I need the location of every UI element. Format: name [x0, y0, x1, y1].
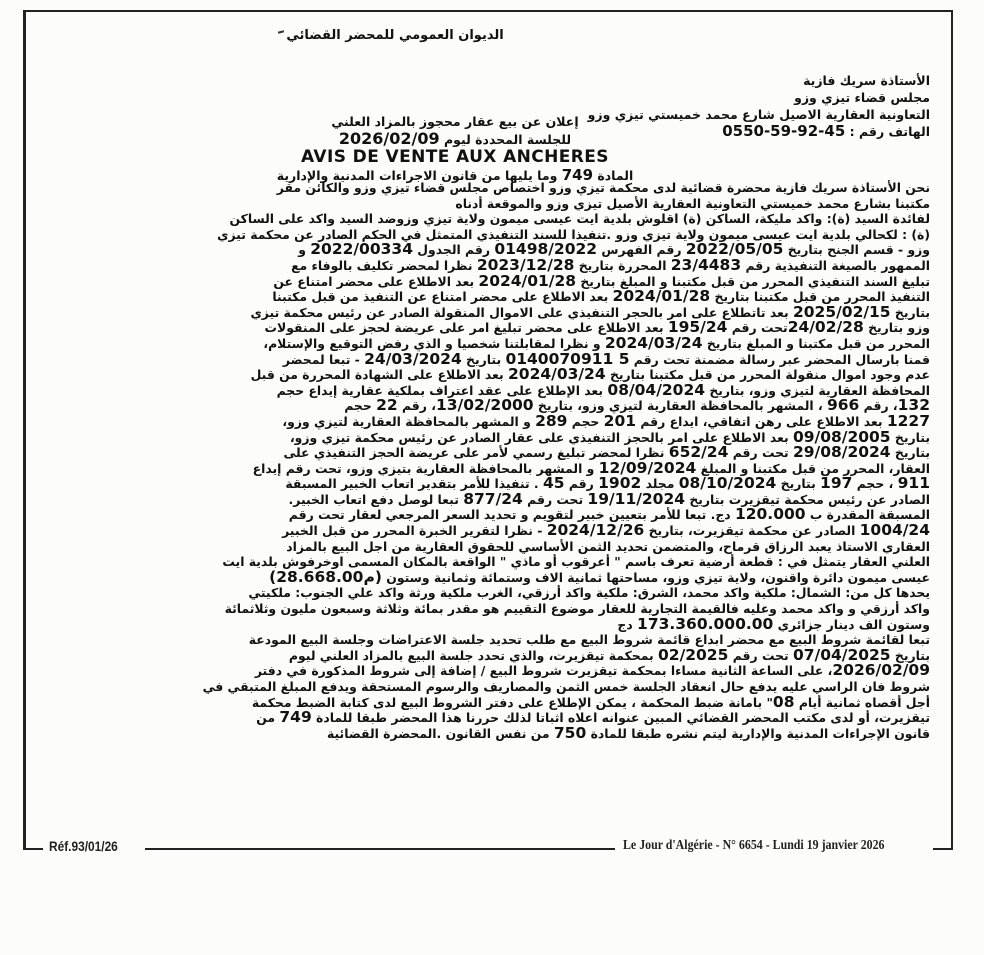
bold-figure: 197 — [820, 476, 853, 492]
announcement-subtitle: إعلان عن بيع عقار محجوز بالمزاد العلني — [331, 114, 579, 129]
bold-figure: 19/11/2024 — [587, 491, 686, 508]
article-prefix: المادة — [597, 168, 634, 183]
body-text-segment: من نفس القانون .المحضرة القضائية — [326, 725, 554, 741]
bold-figure: 08 — [772, 694, 795, 711]
body-line — [30, 648, 930, 664]
footer-rule — [145, 848, 615, 850]
body-line — [30, 242, 930, 258]
bold-figure: 173.360.000.00 — [637, 616, 774, 633]
body-line — [30, 570, 930, 586]
bold-figure: 45 — [542, 476, 565, 492]
footer-rule — [23, 848, 43, 850]
body-text-segment: قمنا بارسال المحضر عبر رسالة مضمنة تحت رقم — [629, 351, 930, 367]
body-line — [30, 352, 930, 368]
body-text-segment: بتاريخ — [461, 351, 506, 367]
body-text-segment: و المشهر بالمحافظة العقارية بتيزي وزو، تحت رقم إيداع — [252, 460, 599, 476]
bold-figure: 01498/2022 — [494, 242, 598, 258]
bold-figure: 2024/12/26 — [546, 523, 645, 539]
body-text-segment: عيسى ميمون دائرة واقنون، ولاية تيزي وزو، مساحتها ثمانية الاف وستمائة وثمانية وستون — [381, 569, 930, 585]
body-line — [30, 211, 930, 227]
bold-figure: 0140070911 5 — [505, 351, 630, 368]
body-text-segment: حجم — [344, 398, 377, 414]
body-text-segment: - نظرا لتقرير الخبرة المحرر من قبل الخبير — [282, 523, 547, 539]
body-line — [30, 305, 930, 321]
body-line — [30, 710, 930, 726]
bold-figure: 2024/01/28 — [612, 289, 711, 305]
announcement-heading — [30, 114, 930, 184]
body-text-segment: ، المشهر بالمحافظة العقارية لتيزي وزو، بتاريخ — [533, 398, 827, 414]
bold-figure: 750 — [553, 725, 587, 742]
body-text-segment: بعد الإطلاع على عقد اعتراف بملكية عقارية إيداع حجم — [276, 382, 608, 398]
bold-figure: 1004/24 — [859, 523, 930, 539]
session-label: للجلسة المحددة ليوم — [444, 132, 572, 147]
body-text-segment: تحت رقم — [727, 320, 788, 336]
body-text-segment: مجلد — [641, 476, 679, 492]
body-line — [30, 289, 930, 305]
body-text-segment: بعد الاطلاع على محضر امتناع عن — [273, 273, 479, 289]
body-text-segment: - تبعا لمحضر — [282, 351, 365, 367]
bold-figure: 749 — [279, 710, 312, 726]
body-text-segment: بتاريخ — [890, 304, 930, 320]
footer-rule — [933, 848, 953, 850]
body-text-segment: واكد أرزقي و واكد محمد وعليه فالقيمة التجارية للعقار موضوع التقييم هو مقدر بمائة وثلاثة وسبعون مليون وثلاثمائة — [224, 601, 930, 617]
body-text-segment: بتاريخ — [890, 647, 930, 663]
body-text-segment: الممهور بالصيغة التنفيذية رقم — [741, 257, 930, 273]
body-text-segment: " بامانة ضبط المحكمة ، يمكن الإطلاع على دفتر الشروط البيع لدى كتابة الضبط محكمة — [251, 694, 773, 710]
body-line — [30, 632, 930, 648]
body-line — [30, 523, 930, 539]
body-line — [30, 695, 930, 711]
notice-body — [30, 180, 930, 741]
footer — [23, 838, 953, 858]
body-text-segment: . تنفيذا للأمر بتقدير اتعاب الخبير المسبقة — [285, 476, 543, 492]
bold-figure: 132 — [897, 398, 930, 414]
bold-figure: 24/03/2024 — [364, 351, 462, 368]
bold-figure: 23/4483 — [670, 257, 742, 274]
bold-figure: 652/24 — [668, 445, 729, 461]
body-text-segment: تبعا لوصل دفع اتعاب الخبير. — [288, 491, 464, 507]
french-title: AVIS DE VENTE AUX ANCHERES — [301, 147, 609, 167]
body-text-segment: دج — [617, 616, 638, 632]
body-text-segment: يحدها كل من: الشمال: ملكية واكد محمد، الشرق: ملكية واكد أرزقي، الغرب ملكية ورثة واكد علي الجنوب: ملكيتي — [248, 585, 930, 601]
footer-border-right — [951, 838, 953, 850]
office-title: الديوان العمومي للمحضر القضائي — [286, 28, 504, 43]
body-line — [30, 585, 930, 601]
phone-label: الهاتف رقم : — [849, 124, 930, 139]
session-line — [30, 130, 880, 148]
body-text-segment: ، على الساعة الثانية مساءا بمحكمة تيقزيرت شروط البيع / إضافة إلى شروط المذكورة في دفتر — [254, 663, 833, 679]
body-line — [30, 476, 930, 492]
body-line — [30, 663, 930, 679]
bold-figure: (2م8.668.00) — [269, 569, 382, 586]
body-line — [30, 726, 930, 742]
bold-figure: 02/2025 — [658, 647, 729, 664]
bold-figure: 2022/00334 — [310, 242, 413, 258]
body-line — [30, 492, 930, 508]
body-text-segment: بعد تاتطلاع على امر بالحجر التنفيذي على الاموال المنقولة الصادر عن رئيس محكمة تيزي — [250, 304, 793, 320]
body-text-segment: وزو - قسم الجنح بتاريخ — [783, 242, 930, 258]
body-text-segment: رقم الجدول — [412, 242, 495, 258]
body-text-segment: لفائدة السيد (ة): واكد مليكة، الساكن (ة) اقلوش بلدية ايت عيسى ميمون ولاية تيزي وزوضد السيد واكد على الساكن — [229, 211, 930, 227]
body-text-segment: بعد الاطلاع على رهن اتفاقي، ايداع رقم — [636, 413, 887, 429]
body-line — [30, 601, 930, 617]
court-name: مجلس قضاء تيزي وزو — [794, 90, 930, 105]
body-text-segment: و المشهر بالمحافظة العقارية لتيزي وزو، — [282, 413, 536, 429]
body-text-segment: عدم وجود اموال منقولة المحرر من قبل مكتبنا بتاريخ — [605, 367, 930, 383]
body-text-segment: بتاريخ — [776, 476, 821, 492]
body-text-segment: تحت رقم — [522, 491, 588, 507]
phone-number: 0550-59-92-45 — [722, 122, 846, 140]
bold-figure: 195/24 — [667, 320, 728, 336]
body-text-segment: العقار، المحرر من قبل مكتبنا و المبلغ — [696, 460, 930, 476]
body-text-segment: ، رقم — [859, 398, 898, 414]
body-line — [30, 617, 930, 633]
body-text-segment: بتاريخ — [890, 429, 930, 445]
body-line — [30, 554, 930, 570]
reference-number: Réf.93/01/26 — [49, 838, 118, 854]
bold-figure: 289 — [535, 413, 568, 430]
body-text-segment: رقم الفهرس — [597, 242, 686, 258]
body-line — [30, 196, 930, 212]
body-text-segment: قانون الإجراءات المدنية والإدارية ليتم نشره طبقا للمادة — [586, 725, 930, 741]
bold-figure: 09/08/2005 — [792, 429, 891, 446]
bold-figure: 13/02/2000 — [435, 398, 534, 414]
article-suffix: وما يليها من قانون الاجراءات المدنية والإدارية — [276, 168, 558, 183]
bold-figure: 2024/01/28 — [478, 273, 577, 290]
body-text-segment: دج. تبعا للأمر بتعيين خبير لتقويم و تحديد السعر المرجعي لعقار تحت رقم — [288, 507, 735, 523]
body-text-segment: المحررة بتاريخ — [574, 257, 671, 273]
body-line — [30, 180, 930, 196]
bold-figure: 2026/02/09 — [832, 663, 930, 679]
body-line — [30, 461, 930, 477]
body-text-segment: شروط فان الراسي عليه يدفع حال انعقاد الجلسة خمس الثمن والمصاريف والرسوم المستحقة ويدفع المبلغ المتبقي في — [202, 679, 930, 694]
body-line — [30, 445, 930, 461]
newspaper-info: Le Jour d'Algérie - N° 6654 - Lundi 19 janvier 2026 — [623, 838, 885, 853]
body-text-segment: وزو بتاريخ — [863, 320, 930, 336]
bold-figure: 22 — [376, 398, 398, 414]
body-line — [30, 227, 930, 243]
body-text-segment: المحرر من قبل مكتبنا و المبلغ بتاريخ — [702, 335, 930, 351]
article-number: 749 — [561, 166, 594, 184]
body-line — [30, 383, 930, 399]
body-text-segment: حجم — [567, 413, 604, 429]
bold-figure: 08/04/2024 — [607, 382, 706, 399]
body-text-segment: بعد الاطلاع على محضر امتناع عن التنفيذ من قبل مكتبنا — [272, 289, 613, 305]
body-text-segment: المسبقة المقدرة ب — [805, 507, 930, 523]
bold-figure: 2024/03/24 — [508, 367, 606, 383]
body-text-segment: وستون الف دينار جزائري — [773, 616, 930, 632]
body-text-segment: العلني العقار يتمثل في : قطعة أرضية تعرف باسم " أعرقوب أو ماذي " الواقعة بالمكان المسمى اوخرفوش بلدية ايت — [222, 554, 930, 570]
body-text-segment: الصادر عن رئيس محكمة تيقزيرت بتاريخ — [685, 491, 930, 507]
bold-figure: 120.000 — [734, 507, 806, 524]
body-line — [30, 414, 930, 430]
body-text-segment: تبليغ السند التنفيذي المحرر من قبل مكتبنا و المبلغ بتاريخ — [576, 273, 930, 289]
bold-figure: 201 — [603, 413, 637, 430]
bold-figure: 2025/02/15 — [792, 304, 891, 321]
body-text-segment: نظرا لمحضر تبليغ رسمي لأمر على عريضة الحجز التنفيذي على — [283, 445, 669, 461]
bold-figure: 877/24 — [463, 491, 523, 508]
body-text-segment: ، رقم — [397, 398, 436, 414]
body-text-segment: مكتبنا بشارع محمد خميستي التعاونية العقارية الأصيل تيزي وزو والموقعة أدناه — [455, 195, 930, 211]
bold-figure: 2024/03/24 — [604, 335, 703, 352]
bold-figure: 08/10/2024 — [678, 476, 777, 492]
body-line — [30, 507, 930, 523]
body-text-segment: أجل أقصاه ثمانية أيام — [794, 694, 930, 710]
body-text-segment: ، حجم — [852, 476, 898, 492]
bold-figure: 12/09/2024 — [598, 460, 697, 477]
session-date: 2026/02/09 — [338, 129, 440, 148]
bold-figure: 2022/05/05 — [685, 242, 784, 258]
bold-figure: 07/04/2025 — [792, 647, 891, 664]
body-line — [30, 258, 930, 274]
body-text-segment: نظرا لمحضر تكليف بالوفاء مع — [291, 257, 477, 273]
bold-figure: 911 — [897, 476, 930, 492]
bold-figure: 1227 — [886, 413, 930, 430]
bold-figure: 1902 — [598, 476, 642, 492]
body-text-segment: بمحكمة تيقزيرت، والذي تحدد جلسة البيع بالمزاد العلني ليوم — [288, 647, 658, 663]
body-text-segment: نحن الأستاذة سريك فازية محضرة قضائية لدى محكمة تيزي وزو اختصاص مجلس قضاء تيزي وزو والكائن مقر — [276, 180, 930, 195]
body-line — [30, 539, 930, 555]
body-text-segment: و نظرا لمقابلتنا شخصيا و الذي رفض التوقيع والإستلام، — [263, 335, 605, 351]
body-text-segment: بتاريخ — [890, 445, 930, 461]
body-text-segment: التنفيذ المحرر من قبل مكتبنا بتاريخ — [710, 289, 930, 305]
body-text-segment: تحت رقم — [728, 647, 793, 663]
body-text-segment: و — [298, 242, 311, 258]
body-line — [30, 367, 930, 383]
body-text-segment: المحافظة العقارية لتيزي وزو، بتاريخ — [705, 382, 930, 398]
body-text-segment: (ة) : لكحالي بلدية ايت عيسى ميمون ولاية تيزي وزو .تنفيذا للسند التنفيذي المتمثل في الحكم الصادر عن محكمة تيزي — [217, 226, 930, 242]
office-address: التعاونية العقارية الاصيل شارع محمد خميستي تيزي وزو — [587, 107, 930, 122]
body-text-segment: تبعا لقائمة شروط البيع مع محضر ابداع قائمة شروط البيع مع طلب تحديد جلسة الاعتراضات وجلسة البيع المودعة — [248, 632, 930, 648]
body-line — [30, 679, 930, 695]
body-line — [30, 274, 930, 290]
body-text-segment: بعد الاطلاع على محضر تبليغ امر على عريضة لحجز على المنقولات — [264, 320, 668, 336]
body-text-segment: بعد الاطلاع على الشهادة المحررة من قبل — [250, 367, 509, 383]
bold-figure: 966 — [826, 398, 860, 414]
body-line — [30, 398, 930, 414]
body-text-segment: رقم — [564, 476, 599, 492]
body-text-segment: العقاري الاستاذ يعبد الرزاق قرماح، والمتضمن تحديد الثمن الأساسي للحقوق العقارية من اجل البيع بالمزاد — [286, 538, 930, 554]
body-text-segment: الصادر عن محكمة تيقزيرت، بتاريخ — [644, 523, 860, 539]
body-text-segment: تيقزيرت، أو لدى مكتب المحضر القضائي المبين عنوانه اعلاه اثباتا لذلك حررنا هذا المحضر طبقا للمادة — [311, 710, 930, 726]
body-text-segment: من — [256, 710, 280, 726]
bailiff-name: الأستاذة سريك فازية — [803, 73, 930, 88]
bold-figure: 24/02/28 — [787, 320, 864, 336]
bold-figure: 29/08/2024 — [792, 445, 891, 461]
body-text-segment: تحت رقم — [728, 445, 793, 461]
body-line — [30, 320, 930, 336]
body-line — [30, 336, 930, 352]
body-text-segment: بعد الاطلاع على امر بالحجز التنفيذي على عقار الصادر عن رئيس محكمة تيزي وزو، — [289, 429, 793, 445]
bold-figure: 2023/12/28 — [476, 257, 575, 274]
body-line — [30, 430, 930, 446]
